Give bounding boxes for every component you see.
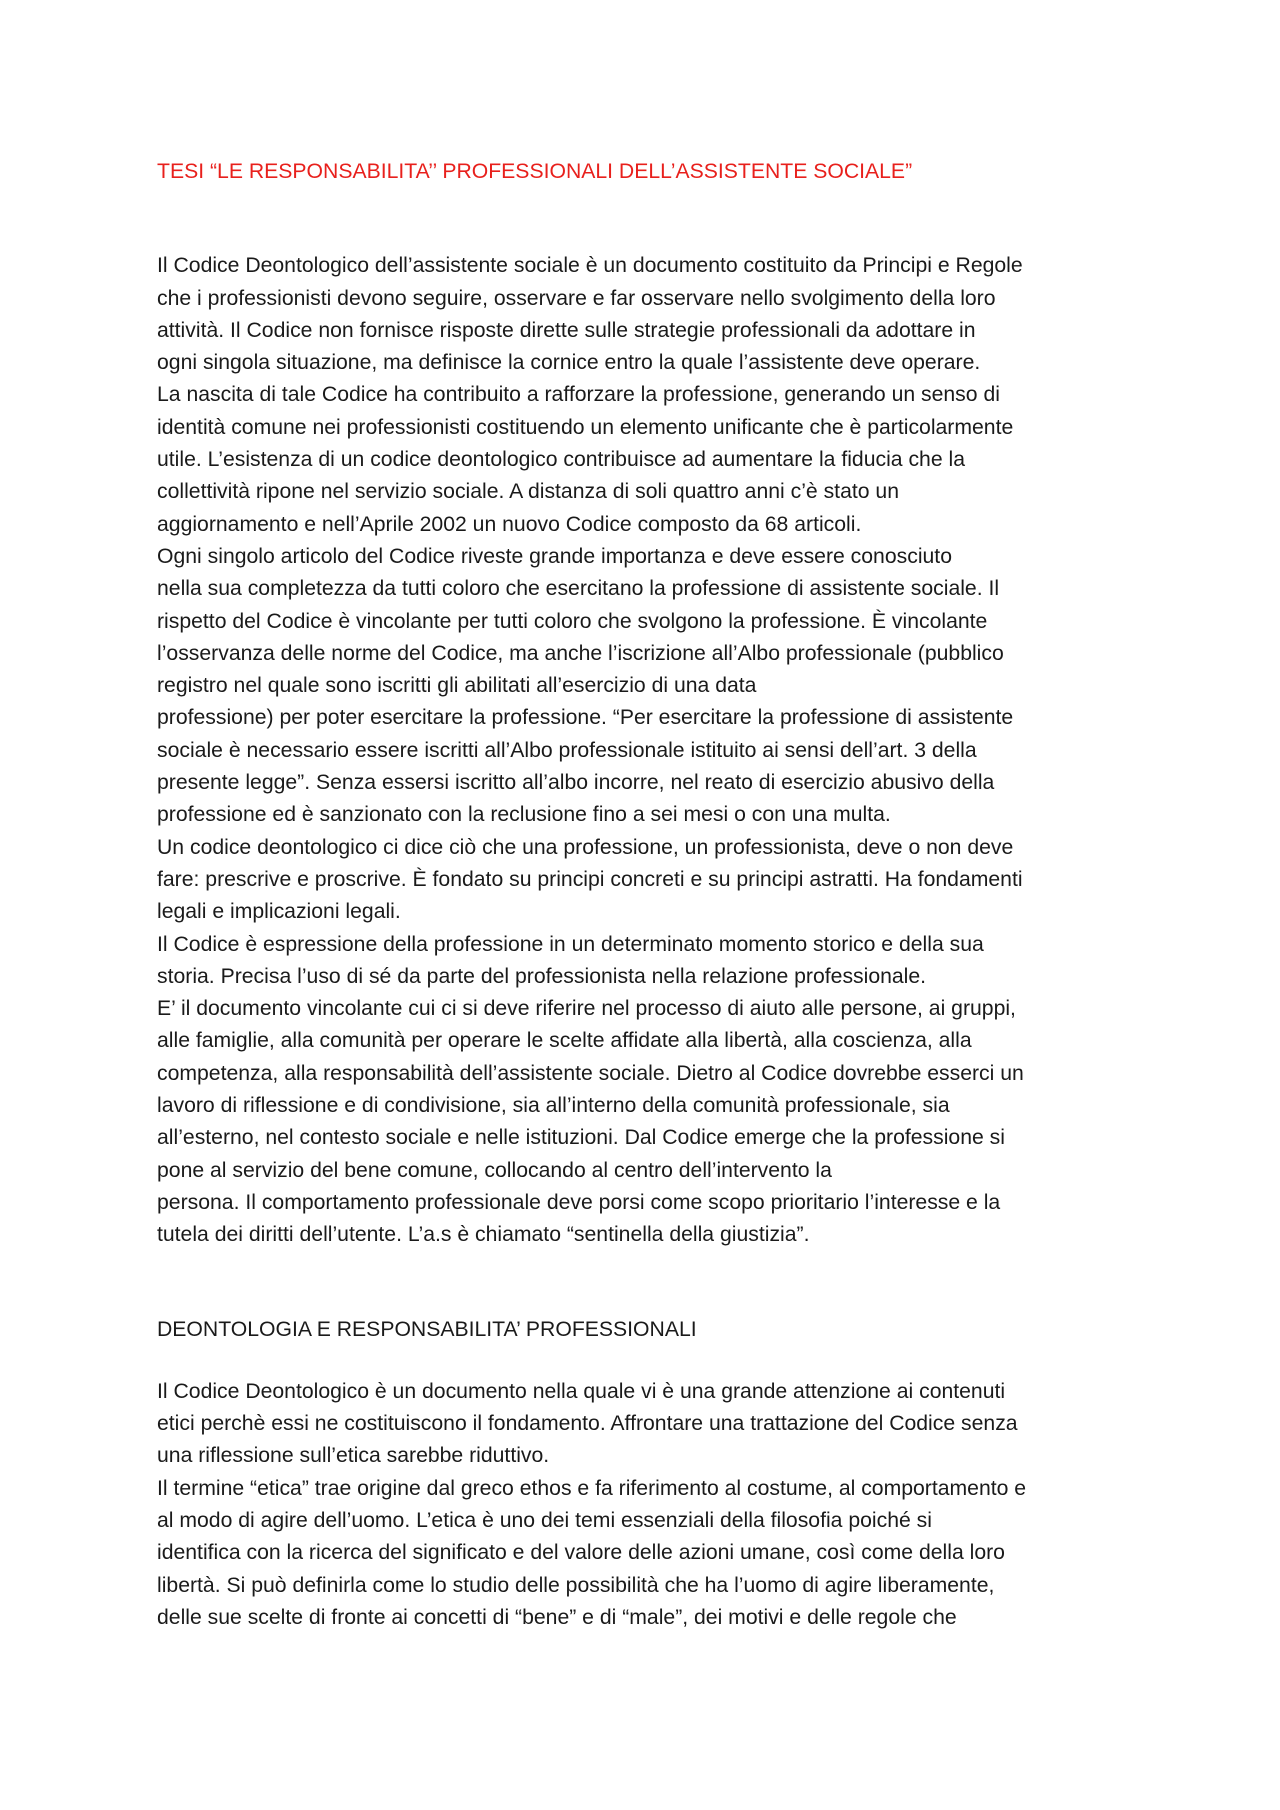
section-1-body [157, 250, 1137, 1251]
text-line: rispetto del Codice è vincolante per tutti coloro che svolgono la professione. È vincolante [157, 609, 988, 633]
text-line: libertà. Si può definirla come lo studio delle possibilità che ha l’uomo di agire liberamente, [157, 1573, 995, 1597]
document-content [157, 156, 1137, 1634]
text-line: identifica con la ricerca del significato e del valore delle azioni umane, così come della loro [157, 1541, 1005, 1565]
text-line: registro nel quale sono iscritti gli abilitati all’esercizio di una data [157, 674, 757, 698]
text-line: ogni singola situazione, ma definisce la cornice entro la quale l’assistente deve operare. [157, 351, 981, 375]
text-line: lavoro di riflessione e di condivisione, sia all’interno della comunità professionale, sia [157, 1094, 950, 1118]
text-line: delle sue scelte di fronte ai concetti di “bene” e di “male”, dei motivi e delle regole che [157, 1605, 957, 1629]
text-line: collettività ripone nel servizio sociale. A distanza di soli quattro anni c’è stato un [157, 480, 899, 504]
text-line: pone al servizio del bene comune, collocando al centro dell’intervento la [157, 1158, 832, 1182]
text-line: professione ed è sanzionato con la reclusione fino a sei mesi o con una multa. [157, 803, 891, 827]
text-line: una riflessione sull’etica sarebbe riduttivo. [157, 1444, 550, 1468]
text-line: identità comune nei professionisti costituendo un elemento unificante che è particolarmente [157, 415, 1014, 439]
text-line: legali e implicazioni legali. [157, 900, 401, 924]
text-line: nella sua completezza da tutti coloro che esercitano la professione di assistente sociale. Il [157, 577, 1000, 601]
text-line: competenza, alla responsabilità dell’assistente sociale. Dietro al Codice dovrebbe esserci un [157, 1061, 1024, 1085]
text-line: al modo di agire dell’uomo. L’etica è uno dei temi essenziali della filosofia poiché si [157, 1508, 932, 1532]
text-line: La nascita di tale Codice ha contribuito a rafforzare la professione, generando un senso di [157, 383, 1000, 407]
text-line: alle famiglie, alla comunità per operare le scelte affidate alla libertà, alla coscienza, alla [157, 1029, 972, 1053]
section-2-body [157, 1376, 1137, 1634]
text-line: Il Codice è espressione della professione in un determinato momento storico e della sua [157, 932, 984, 956]
text-line: Ogni singolo articolo del Codice riveste grande importanza e deve essere conosciuto [157, 544, 952, 568]
text-line: aggiornamento e nell’Aprile 2002 un nuovo Codice composto da 68 articoli. [157, 512, 862, 536]
text-line: professione) per poter esercitare la professione. “Per esercitare la professione di assistente [157, 706, 1014, 730]
section-2-heading: DEONTOLOGIA E RESPONSABILITA’ PROFESSIONALI [157, 1317, 697, 1341]
text-line: sociale è necessario essere iscritti all’Albo professionale istituito ai sensi dell’art. 3 della [157, 738, 977, 762]
text-line: che i professionisti devono seguire, osservare e far osservare nello svolgimento della loro [157, 286, 996, 310]
text-line: utile. L’esistenza di un codice deontologico contribuisce ad aumentare la fiducia che la [157, 448, 965, 472]
document-title: TESI “LE RESPONSABILITA’’ PROFESSIONALI DELL’ASSISTENTE SOCIALE” [157, 160, 913, 183]
text-line: etici perchè essi ne costituiscono il fondamento. Affrontare una trattazione del Codice senza [157, 1412, 1018, 1436]
text-line: attività. Il Codice non fornisce risposte dirette sulle strategie professionali da adottare in [157, 318, 976, 342]
text-line: storia. Precisa l’uso di sé da parte del professionista nella relazione professionale. [157, 964, 927, 988]
text-line: E’ il documento vincolante cui ci si deve riferire nel processo di aiuto alle persone, ai gruppi, [157, 997, 1016, 1021]
text-line: Il Codice Deontologico è un documento nella quale vi è una grande attenzione ai contenuti [157, 1379, 1006, 1403]
text-line: persona. Il comportamento professionale deve porsi come scopo prioritario l’interesse e la [157, 1190, 1001, 1214]
text-line: presente legge”. Senza essersi iscritto all’albo incorre, nel reato di esercizio abusivo della [157, 771, 995, 795]
text-line: tutela dei diritti dell’utente. L’a.s è chiamato “sentinella della giustizia”. [157, 1223, 810, 1247]
text-line: Il termine “etica” trae origine dal greco ethos e fa riferimento al costume, al comportamento e [157, 1476, 1027, 1500]
text-line: l’osservanza delle norme del Codice, ma anche l’iscrizione all’Albo professionale (pubblico [157, 641, 1004, 665]
text-line: fare: prescrive e proscrive. È fondato su principi concreti e su principi astratti. Ha fondamenti [157, 867, 1023, 891]
text-line: Il Codice Deontologico dell’assistente sociale è un documento costituito da Principi e Regole [157, 254, 1023, 278]
text-line: Un codice deontologico ci dice ciò che una professione, un professionista, deve o non deve [157, 835, 1014, 859]
text-line: all’esterno, nel contesto sociale e nelle istituzioni. Dal Codice emerge che la professione si [157, 1126, 1005, 1150]
